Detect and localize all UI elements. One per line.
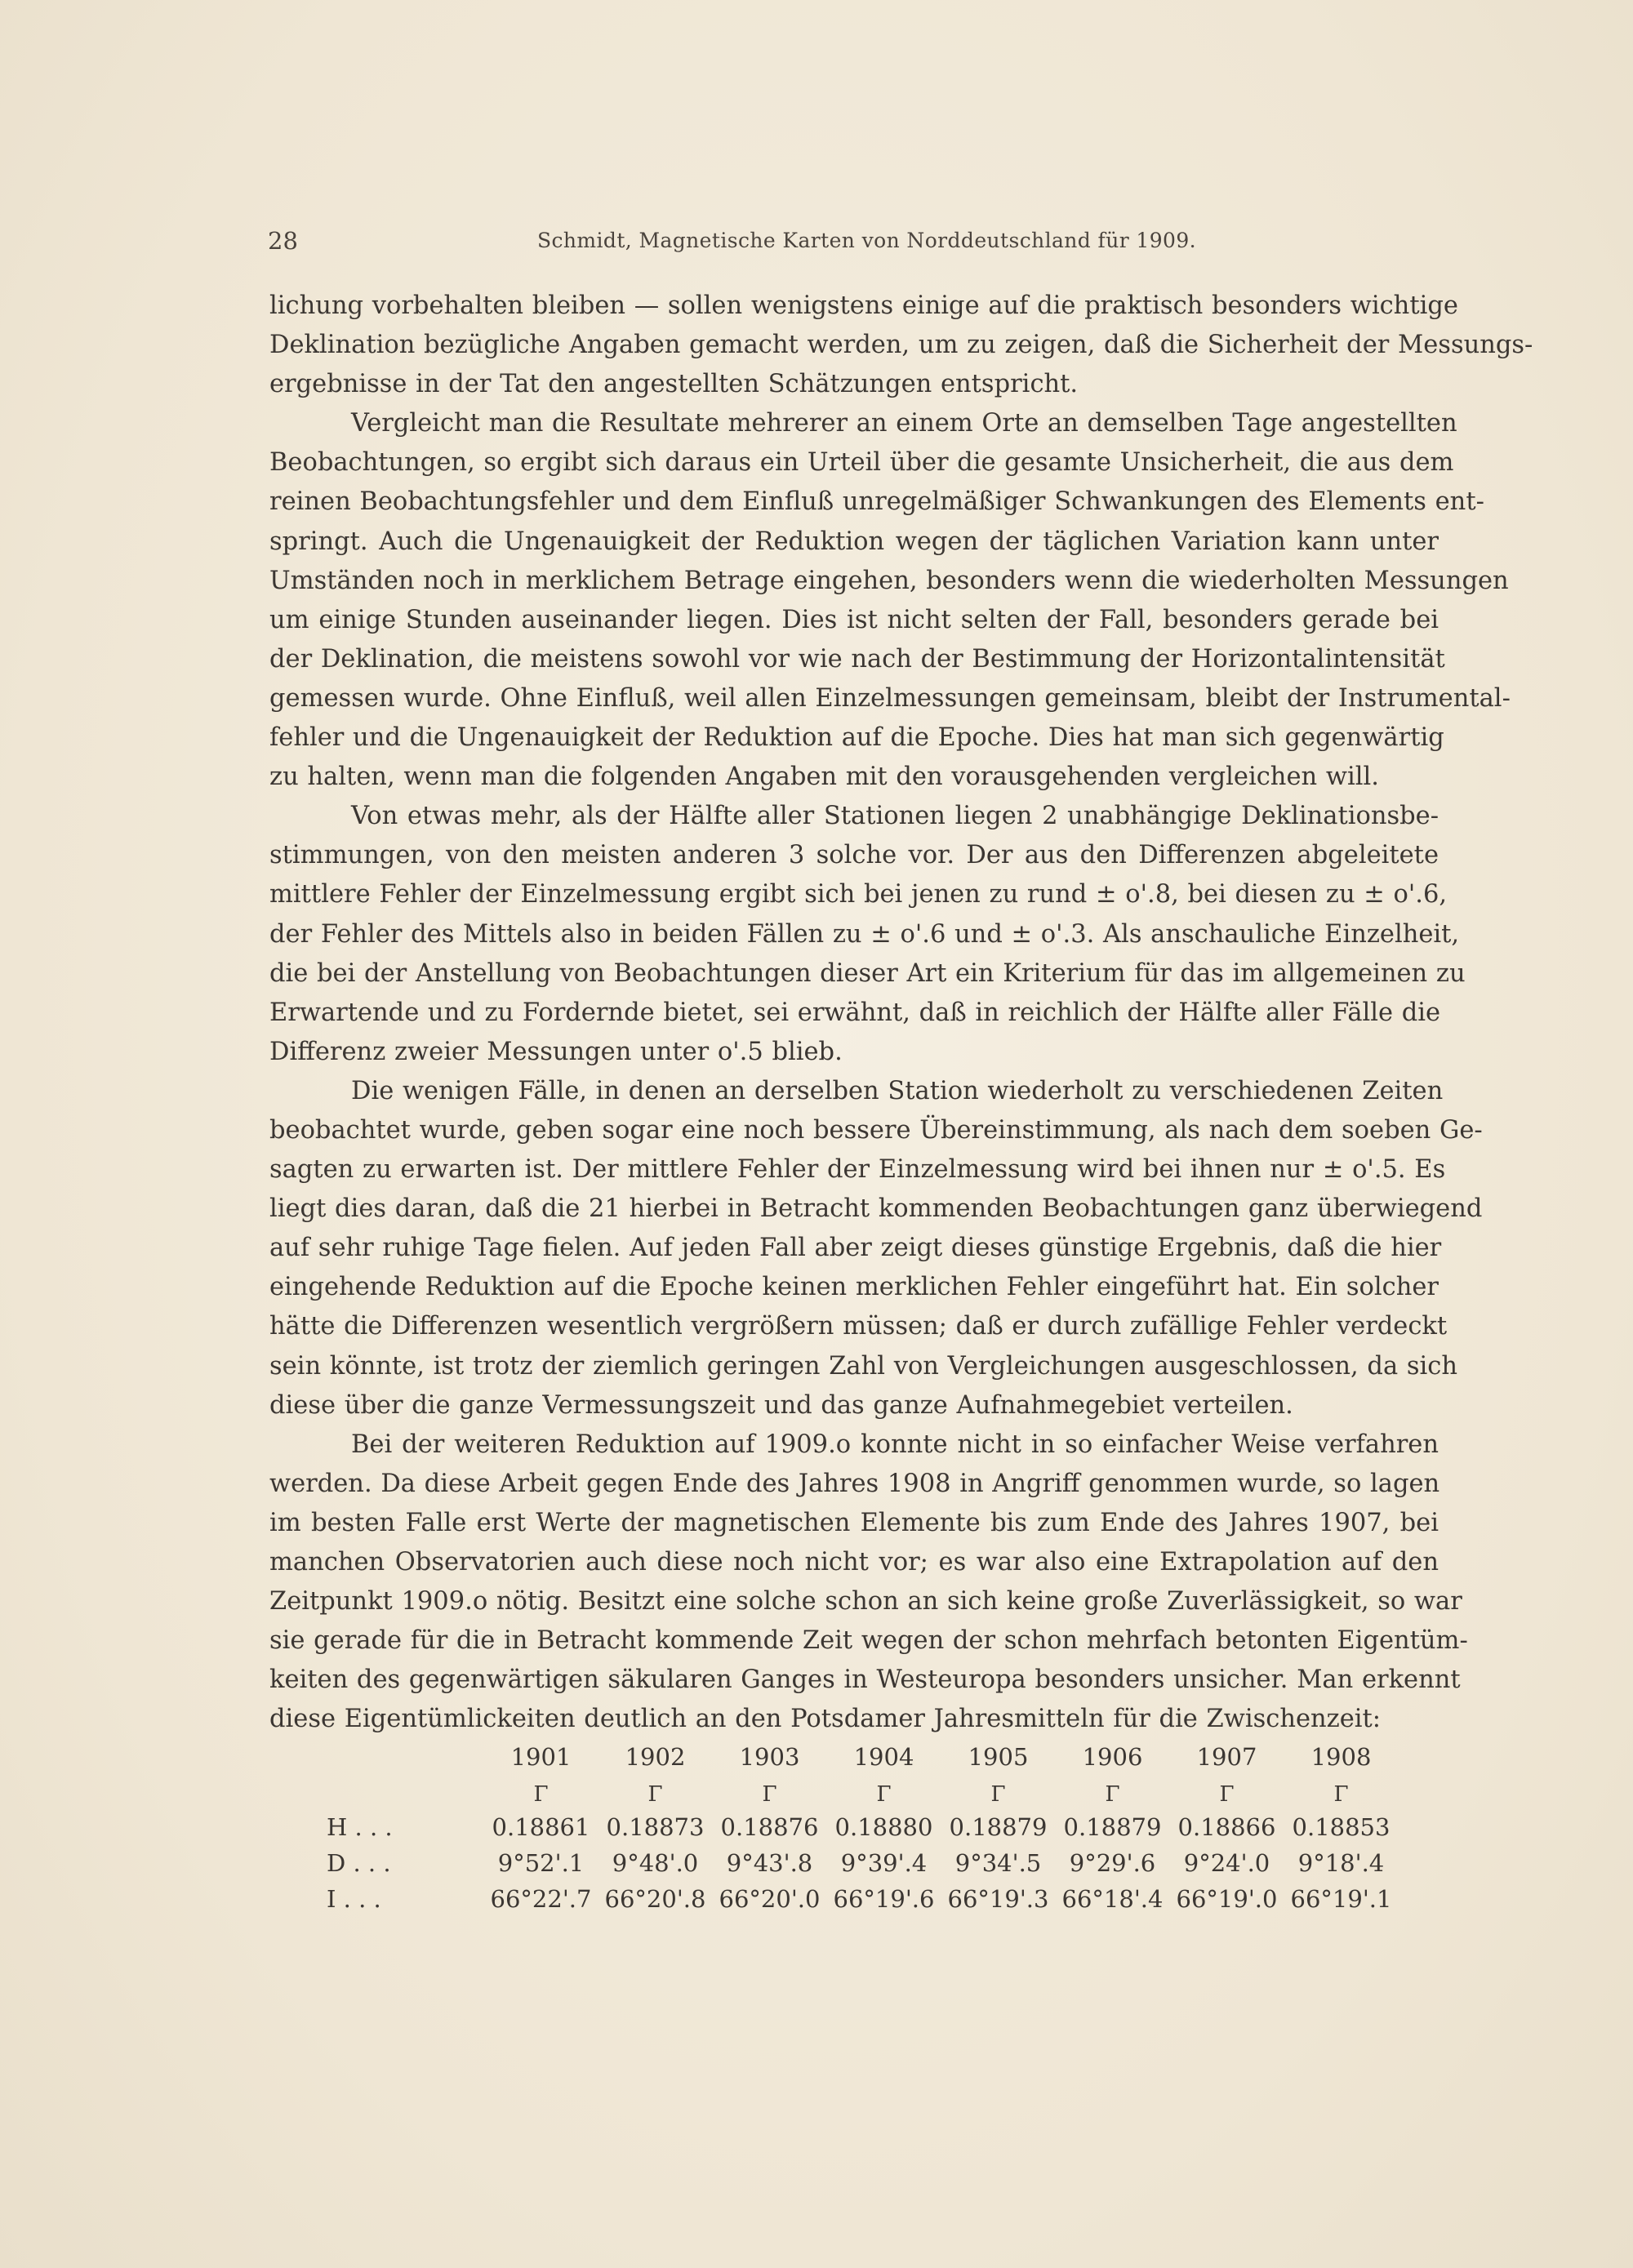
text-line: werden. Da diese Arbeit gegen Ende des Jahres 1908 in Angriff genommen wurde, so lagen [269, 1469, 1440, 1498]
table-cell: 66°20'.0 [719, 1885, 821, 1913]
table-cell: 9°29'.6 [1069, 1849, 1156, 1877]
table-cell: 66°19'.1 [1290, 1885, 1392, 1913]
text-line: stimmungen, von den meisten anderen 3 solche vor. Der aus den Differenzen abgeleitete [269, 841, 1439, 870]
text-line: Differenz zweier Messungen unter o'.5 blieb. [269, 1037, 843, 1066]
unit-label: Γ [876, 1782, 892, 1807]
text-line: um einige Stunden auseinander liegen. Dies ist nicht selten der Fall, besonders gerade bei [269, 605, 1439, 634]
unit-label: Γ [1333, 1782, 1349, 1807]
text-line: Erwartende und zu Fordernde bietet, sei erwähnt, daß in reichlich der Hälfte aller Fälle die [269, 998, 1441, 1027]
unit-label: Γ [533, 1782, 549, 1807]
table-cell: 9°43'.8 [726, 1849, 813, 1877]
text-line: zu halten, wenn man die folgenden Angaben mit den vorausgehenden vergleichen will. [269, 763, 1379, 792]
page-number: 28 [268, 227, 298, 255]
text-line: Bei der weiteren Reduktion auf 1909.o konnte nicht in so einfacher Weise verfahren [351, 1430, 1439, 1459]
table-cell: 66°19'.3 [947, 1885, 1049, 1913]
text-line: auf sehr ruhige Tage fielen. Auf jeden Fall aber zeigt dieses günstige Ergebnis, daß die hier [269, 1234, 1442, 1263]
text-line: springt. Auch die Ungenauigkeit der Reduktion wegen der täglichen Variation kann unter [269, 527, 1439, 556]
table-header-row [327, 1743, 1396, 1782]
unit-label: Γ [762, 1782, 777, 1807]
table-cell: 66°19'.6 [833, 1885, 935, 1913]
text-line: Von etwas mehr, als der Hälfte aller Stationen liegen 2 unabhängige Deklinationsbe- [351, 802, 1439, 831]
table-cell: 66°20'.8 [604, 1885, 706, 1913]
text-line: der Fehler des Mittels also in beiden Fällen zu ± o'.6 und ± o'.3. Als anschauliche Einzelheit, [269, 919, 1460, 949]
table-cell: 9°18'.4 [1297, 1849, 1385, 1877]
text-line: diese Eigentümlickeiten deutlich an den Potsdamer Jahresmitteln für die Zwischenzeit: [269, 1705, 1382, 1734]
table-cell: 0.18879 [949, 1813, 1048, 1841]
text-line: manchen Observatorien auch diese noch nicht vor; es war also eine Extrapolation auf den [269, 1548, 1439, 1576]
table-cell: 66°18'.4 [1061, 1885, 1164, 1913]
year-header: 1903 [739, 1743, 800, 1771]
text-line: ergebnisse in der Tat den angestellten Schätzungen entspricht. [269, 370, 1079, 399]
unit-label: Γ [1105, 1782, 1120, 1807]
row-label: H . . . [327, 1813, 393, 1841]
page-header [268, 227, 1435, 260]
text-line: beobachtet wurde, geben sogar eine noch bessere Übereinstimmung, als nach dem soeben Ge- [269, 1115, 1483, 1145]
unit-label: Γ [1219, 1782, 1235, 1807]
table-cell: 9°24'.0 [1183, 1849, 1270, 1877]
text-line: Beobachtungen, so ergibt sich daraus ein Urteil über die gesamte Unsicherheit, die aus dem [269, 448, 1454, 478]
text-line: Deklination bezügliche Angaben gemacht werden, um zu zeigen, daß die Sicherheit der Messungs- [269, 331, 1533, 360]
text-line: der Deklination, die meistens sowohl vor wie nach der Bestimmung der Horizontalintensität [269, 644, 1445, 674]
text-line: liegt dies daran, daß die 21 hierbei in Betracht kommenden Beobachtungen ganz überwiegend [269, 1194, 1483, 1224]
table-cell: 9°39'.4 [840, 1849, 928, 1877]
table-cell: 0.18880 [834, 1813, 933, 1841]
unit-label: Γ [990, 1782, 1006, 1807]
potsdam-annual-means-table [327, 1743, 1396, 1921]
table-cell: 9°52'.1 [497, 1849, 585, 1877]
table-row [327, 1849, 1396, 1885]
table-cell: 0.18876 [720, 1813, 819, 1841]
year-header: 1907 [1196, 1743, 1257, 1771]
text-line: keiten des gegenwärtigen säkularen Ganges in Westeuropa besonders unsicher. Man erkennt [269, 1665, 1461, 1695]
text-line: Umständen noch in merklichem Betrage eingehen, besonders wenn die wiederholten Messungen [269, 566, 1509, 595]
text-line: hätte die Differenzen wesentlich vergrößern müssen; daß er durch zufällige Fehler verdeckt [269, 1312, 1448, 1341]
table-cell: 9°34'.5 [954, 1849, 1042, 1877]
table-cell: 0.18861 [492, 1813, 590, 1841]
table-cell: 0.18879 [1063, 1813, 1162, 1841]
text-line: Vergleicht man die Resultate mehrerer an einem Orte an demselben Tage angestellten [351, 409, 1457, 438]
table-row [327, 1813, 1396, 1849]
table-unit-row [327, 1782, 1396, 1813]
text-line: gemessen wurde. Ohne Einfluß, weil allen Einzelmessungen gemeinsam, bleibt der Instrumental- [269, 683, 1511, 713]
text-line: eingehende Reduktion auf die Epoche keinen merklichen Fehler eingeführt hat. Ein solcher [269, 1273, 1439, 1302]
text-line: diese über die ganze Vermessungszeit und das ganze Aufnahmegebiet verteilen. [269, 1390, 1293, 1420]
row-label: D . . . [327, 1849, 391, 1877]
table-cell: 66°22'.7 [490, 1885, 592, 1913]
row-label: I . . . [327, 1885, 381, 1913]
unit-label: Γ [647, 1782, 663, 1807]
text-line: die bei der Anstellung von Beobachtungen dieser Art ein Kriterium für das im allgemeinen zu [269, 958, 1466, 988]
table-cell: 0.18866 [1177, 1813, 1276, 1841]
text-line: im besten Falle erst Werte der magnetischen Elemente bis zum Ende des Jahres 1907, bei [269, 1508, 1439, 1537]
year-header: 1904 [853, 1743, 914, 1771]
text-line: sagten zu erwarten ist. Der mittlere Fehler der Einzelmessung wird bei ihnen nur ± o'.5. Es [269, 1155, 1446, 1185]
text-line: reinen Beobachtungsfehler und dem Einfluß unregelmäßiger Schwankungen des Elements ent- [269, 487, 1484, 517]
year-header: 1908 [1310, 1743, 1372, 1771]
text-line: mittlere Fehler der Einzelmessung ergibt sich bei jenen zu rund ± o'.8, bei diesen zu ± o'.6, [269, 880, 1448, 909]
text-line: sein könnte, ist trotz der ziemlich geringen Zahl von Vergleichungen ausgeschlossen, da sich [269, 1351, 1457, 1381]
text-line: Zeitpunkt 1909.o nötig. Besitzt eine solche schon an sich keine große Zuverlässigkeit, so war [269, 1587, 1462, 1617]
body-text [269, 287, 1533, 1739]
text-line: lichung vorbehalten bleiben — sollen wenigstens einige auf die praktisch besonders wichtige [269, 291, 1458, 320]
table-cell: 9°48'.0 [612, 1849, 699, 1877]
year-header: 1901 [510, 1743, 572, 1771]
table-cell: 66°19'.0 [1176, 1885, 1278, 1913]
table-cell: 0.18873 [606, 1813, 705, 1841]
text-line: fehler und die Ungenauigkeit der Reduktion auf die Epoche. Dies hat man sich gegenwärtig [269, 723, 1444, 753]
text-line: Die wenigen Fälle, in denen an derselben Station wiederholt zu verschiedenen Zeiten [351, 1076, 1444, 1105]
year-header: 1906 [1082, 1743, 1143, 1771]
text-line: sie gerade für die in Betracht kommende Zeit wegen der schon mehrfach betonten Eigentüm- [269, 1626, 1468, 1656]
running-head: Schmidt, Magnetische Karten von Norddeutschland für 1909. [537, 229, 1196, 252]
table-row [327, 1885, 1396, 1921]
year-header: 1905 [968, 1743, 1029, 1771]
year-header: 1902 [625, 1743, 686, 1771]
table-cell: 0.18853 [1292, 1813, 1390, 1841]
